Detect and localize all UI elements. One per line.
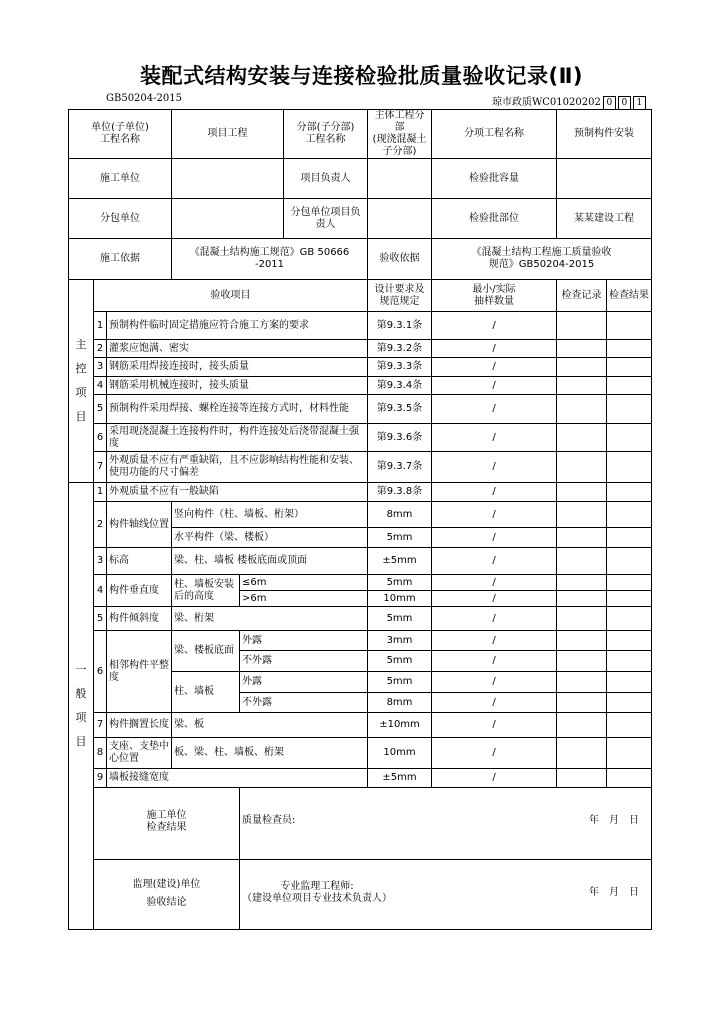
table-row bbox=[69, 358, 652, 377]
item-result[interactable] bbox=[607, 358, 652, 377]
item-sub: 柱、墙板安装后的高度 bbox=[172, 575, 240, 607]
table-row bbox=[69, 769, 652, 788]
subcontractor-value[interactable] bbox=[172, 199, 284, 239]
basis-value: 《混凝土结构施工规范》GB 50666 -2011 bbox=[172, 239, 368, 280]
item-sub: 梁、板 bbox=[172, 713, 368, 738]
item-sub: 梁、楼板底面 bbox=[172, 631, 240, 672]
item-text: 构件垂直度 bbox=[107, 575, 172, 607]
item-record[interactable] bbox=[557, 693, 607, 713]
constructor-value[interactable] bbox=[172, 159, 284, 199]
division-label: 分部(子分部) 工程名称 bbox=[284, 110, 368, 159]
item-sample: / bbox=[432, 713, 557, 738]
item-result[interactable] bbox=[607, 424, 652, 452]
item-no: 1 bbox=[94, 483, 107, 502]
item-result[interactable] bbox=[607, 738, 652, 769]
item-result[interactable] bbox=[607, 340, 652, 358]
general-label-char: 一 bbox=[75, 663, 87, 676]
item-result[interactable] bbox=[607, 651, 652, 672]
item-spec: 第9.3.7条 bbox=[368, 452, 432, 483]
item-result[interactable] bbox=[607, 713, 652, 738]
capacity-label: 检验批容量 bbox=[432, 159, 557, 199]
item-spec: 3mm bbox=[368, 631, 432, 651]
item-text: 外观质量不应有严重缺陷，且不应影响结构性能和安装、使用功能的尺寸偏差 bbox=[107, 452, 368, 483]
item-result[interactable] bbox=[607, 591, 652, 607]
item-sample: / bbox=[432, 548, 557, 575]
table-row bbox=[69, 452, 652, 483]
item-no: 9 bbox=[94, 769, 107, 788]
item-spec: 5mm bbox=[368, 651, 432, 672]
item-sample: / bbox=[432, 483, 557, 502]
item-record[interactable] bbox=[557, 502, 607, 528]
item-sample: / bbox=[432, 672, 557, 693]
item-sample: / bbox=[432, 502, 557, 528]
code-digit-3: 1 bbox=[633, 96, 646, 110]
constructor-check-area[interactable] bbox=[240, 788, 652, 860]
item-record[interactable] bbox=[557, 340, 607, 358]
item-spec: 8mm bbox=[368, 502, 432, 528]
table-row bbox=[69, 713, 652, 738]
item-sub: 柱、墙板 bbox=[172, 672, 240, 713]
table-row bbox=[69, 395, 652, 424]
column-item: 验收项目 bbox=[94, 280, 368, 312]
item-record[interactable] bbox=[557, 591, 607, 607]
item-text: 采用现浇混凝土连接构件时，构件连接处后浇带混凝土强度 bbox=[107, 424, 368, 452]
item-cond: 外露 bbox=[240, 672, 368, 693]
table-row bbox=[69, 424, 652, 452]
location-value: 某某建设工程 bbox=[557, 199, 652, 239]
item-no: 4 bbox=[94, 575, 107, 607]
main-label-char: 主 bbox=[75, 338, 87, 351]
item-cond: 不外露 bbox=[240, 651, 368, 672]
item-result[interactable] bbox=[607, 672, 652, 693]
item-record[interactable] bbox=[557, 672, 607, 693]
item-record[interactable] bbox=[557, 312, 607, 340]
item-record[interactable] bbox=[557, 575, 607, 591]
item-no: 3 bbox=[94, 358, 107, 377]
item-spec: 8mm bbox=[368, 693, 432, 713]
capacity-value[interactable] bbox=[557, 159, 652, 199]
date-label: 年 月 日 bbox=[589, 814, 639, 826]
item-text: 标高 bbox=[107, 548, 172, 575]
item-no: 4 bbox=[94, 377, 107, 395]
item-result[interactable] bbox=[607, 452, 652, 483]
table-row bbox=[69, 575, 652, 591]
table-row bbox=[69, 631, 652, 651]
item-no: 6 bbox=[94, 631, 107, 713]
main-control-label bbox=[69, 280, 94, 483]
table-row bbox=[69, 377, 652, 395]
item-text: 构件倾斜度 bbox=[107, 607, 172, 631]
item-no: 3 bbox=[94, 548, 107, 575]
subitem-value: 预制构件安装 bbox=[557, 110, 652, 159]
subitem-label: 分项工程名称 bbox=[432, 110, 557, 159]
pm-value[interactable] bbox=[368, 159, 432, 199]
item-result[interactable] bbox=[607, 528, 652, 548]
item-record[interactable] bbox=[557, 424, 607, 452]
item-sub: 水平构件（梁、楼板） bbox=[172, 528, 368, 548]
main-label-char: 目 bbox=[75, 410, 87, 423]
item-spec: 5mm bbox=[368, 672, 432, 693]
item-result[interactable] bbox=[607, 377, 652, 395]
item-sample: / bbox=[432, 358, 557, 377]
item-text: 构件轴线位置 bbox=[107, 502, 172, 548]
inspector-label: 质量检查员: bbox=[242, 814, 296, 826]
item-result[interactable] bbox=[607, 312, 652, 340]
item-record[interactable] bbox=[557, 395, 607, 424]
item-no: 7 bbox=[94, 452, 107, 483]
item-sample: / bbox=[432, 424, 557, 452]
item-record[interactable] bbox=[557, 483, 607, 502]
item-text: 钢筋采用机械连接时，接头质量 bbox=[107, 377, 368, 395]
item-text: 预制构件临时固定措施应符合施工方案的要求 bbox=[107, 312, 368, 340]
item-spec: 第9.3.6条 bbox=[368, 424, 432, 452]
item-spec: ±10mm bbox=[368, 713, 432, 738]
date-label: 年 月 日 bbox=[589, 887, 639, 898]
item-text: 相邻构件平整度 bbox=[107, 631, 172, 713]
general-label-char: 目 bbox=[75, 735, 87, 748]
item-sample: / bbox=[432, 591, 557, 607]
item-sample: / bbox=[432, 738, 557, 769]
item-result[interactable] bbox=[607, 502, 652, 528]
item-no: 8 bbox=[94, 738, 107, 769]
item-cond: >6m bbox=[240, 591, 368, 607]
item-record[interactable] bbox=[557, 713, 607, 738]
page-title: 装配式结构安装与连接检验批质量验收记录(Ⅱ) bbox=[139, 64, 584, 88]
item-record[interactable] bbox=[557, 631, 607, 651]
supervisor-text: 监理(建设)单位 验收结论 bbox=[132, 879, 201, 908]
column-result: 检查结果 bbox=[607, 280, 652, 312]
item-result[interactable] bbox=[607, 548, 652, 575]
acceptance-basis-value: 《混凝土结构工程施工质量验收 规范》GB50204-2015 bbox=[432, 239, 652, 280]
unit-label: 单位(子单位) 工程名称 bbox=[69, 110, 172, 159]
item-result[interactable] bbox=[607, 769, 652, 788]
item-record[interactable] bbox=[557, 738, 607, 769]
item-result[interactable] bbox=[607, 631, 652, 651]
item-result[interactable] bbox=[607, 693, 652, 713]
item-text: 墙板接缝宽度 bbox=[107, 769, 368, 788]
division-value: 主体工程分部 (现浇混凝土 子分部) bbox=[368, 110, 432, 159]
supervisor-label bbox=[94, 860, 240, 930]
item-sub: 梁、柱、墙板 楼板底面或顶面 bbox=[172, 548, 368, 575]
item-spec: ±5mm bbox=[368, 769, 432, 788]
item-record[interactable] bbox=[557, 607, 607, 631]
main-label-char: 项 bbox=[75, 386, 87, 399]
item-text: 灌浆应饱满、密实 bbox=[107, 340, 368, 358]
pm-label: 项目负责人 bbox=[284, 159, 368, 199]
item-spec: 第9.3.5条 bbox=[368, 395, 432, 424]
item-sample: / bbox=[432, 651, 557, 672]
constructor-check-label bbox=[94, 788, 240, 860]
code-digit-1: 0 bbox=[603, 96, 616, 110]
item-record[interactable] bbox=[557, 769, 607, 788]
item-no: 5 bbox=[94, 607, 107, 631]
standard-code: GB50204-2015 bbox=[106, 93, 182, 104]
item-sample: / bbox=[432, 528, 557, 548]
item-record[interactable] bbox=[557, 651, 607, 672]
item-sample: / bbox=[432, 575, 557, 591]
code-digit-2: 0 bbox=[618, 96, 631, 110]
item-no: 2 bbox=[94, 340, 107, 358]
item-spec: 第9.3.3条 bbox=[368, 358, 432, 377]
item-record[interactable] bbox=[557, 377, 607, 395]
column-design: 设计要求及 规范规定 bbox=[368, 280, 432, 312]
acceptance-basis-label: 验收依据 bbox=[368, 239, 432, 280]
item-cond: 不外露 bbox=[240, 693, 368, 713]
item-result[interactable] bbox=[607, 575, 652, 591]
item-sample: / bbox=[432, 340, 557, 358]
item-sub: 梁、桁架 bbox=[172, 607, 368, 631]
record-code bbox=[492, 93, 646, 110]
item-cond: ≤6m bbox=[240, 575, 368, 591]
general-label-char: 般 bbox=[75, 687, 87, 700]
item-text: 支座、支垫中心位置 bbox=[107, 738, 172, 769]
item-sample: / bbox=[432, 607, 557, 631]
item-spec: 5mm bbox=[368, 575, 432, 591]
item-no: 6 bbox=[94, 424, 107, 452]
general-item-label bbox=[69, 483, 94, 930]
item-sample: / bbox=[432, 377, 557, 395]
item-text: 构件搁置长度 bbox=[107, 713, 172, 738]
item-sample: / bbox=[432, 631, 557, 651]
item-spec: 10mm bbox=[368, 738, 432, 769]
main-label-char: 控 bbox=[75, 362, 87, 375]
item-result[interactable] bbox=[607, 607, 652, 631]
item-no: 2 bbox=[94, 502, 107, 548]
table-row bbox=[69, 607, 652, 631]
table-row bbox=[69, 548, 652, 575]
item-spec: ±5mm bbox=[368, 548, 432, 575]
sub-pm-value[interactable] bbox=[368, 199, 432, 239]
sub-pm-label: 分包单位项目负 责人 bbox=[284, 199, 368, 239]
item-record[interactable] bbox=[557, 528, 607, 548]
item-result[interactable] bbox=[607, 395, 652, 424]
item-sample: / bbox=[432, 395, 557, 424]
item-text: 钢筋采用焊接连接时，接头质量 bbox=[107, 358, 368, 377]
item-spec: 5mm bbox=[368, 607, 432, 631]
table-row bbox=[69, 502, 652, 528]
item-sample: / bbox=[432, 769, 557, 788]
item-no: 7 bbox=[94, 713, 107, 738]
item-text: 外观质量不应有一般缺陷 bbox=[107, 483, 368, 502]
item-spec: 10mm bbox=[368, 591, 432, 607]
location-label: 检验批部位 bbox=[432, 199, 557, 239]
item-sub: 竖向构件（柱、墙板、桁架） bbox=[172, 502, 368, 528]
item-sample: / bbox=[432, 312, 557, 340]
unit-value: 项目工程 bbox=[172, 110, 284, 159]
table-row bbox=[69, 312, 652, 340]
general-label-char: 项 bbox=[75, 711, 87, 724]
item-spec: 第9.3.2条 bbox=[368, 340, 432, 358]
inspection-record-table bbox=[68, 109, 652, 930]
record-code-text: 琼市政质WC01020202 bbox=[492, 97, 601, 108]
column-sample: 最小/实际 抽样数量 bbox=[432, 280, 557, 312]
item-spec: 第9.3.1条 bbox=[368, 312, 432, 340]
item-no: 1 bbox=[94, 312, 107, 340]
supervisor-sign-label: 专业监理工程师: （建设单位项目专业技术负责人） bbox=[242, 881, 392, 904]
table-row bbox=[69, 738, 652, 769]
item-record[interactable] bbox=[557, 358, 607, 377]
subcontractor-label: 分包单位 bbox=[69, 199, 172, 239]
item-text: 预制构件采用焊接、螺栓连接等连接方式时，材料性能 bbox=[107, 395, 368, 424]
item-cond: 外露 bbox=[240, 631, 368, 651]
item-spec: 第9.3.8条 bbox=[368, 483, 432, 502]
item-result[interactable] bbox=[607, 483, 652, 502]
table-row bbox=[69, 483, 652, 502]
supervisor-conclusion-area[interactable] bbox=[240, 860, 652, 930]
item-record[interactable] bbox=[557, 548, 607, 575]
basis-label: 施工依据 bbox=[69, 239, 172, 280]
item-no: 5 bbox=[94, 395, 107, 424]
item-sample: / bbox=[432, 693, 557, 713]
item-sample: / bbox=[432, 452, 557, 483]
item-spec: 第9.3.4条 bbox=[368, 377, 432, 395]
column-record: 检查记录 bbox=[557, 280, 607, 312]
item-spec: 5mm bbox=[368, 528, 432, 548]
table-row bbox=[69, 340, 652, 358]
item-record[interactable] bbox=[557, 452, 607, 483]
item-sub: 板、梁、柱、墙板、桁架 bbox=[172, 738, 368, 769]
constructor-check-text: 施工单位 检查结果 bbox=[146, 810, 187, 833]
constructor-label: 施工单位 bbox=[69, 159, 172, 199]
